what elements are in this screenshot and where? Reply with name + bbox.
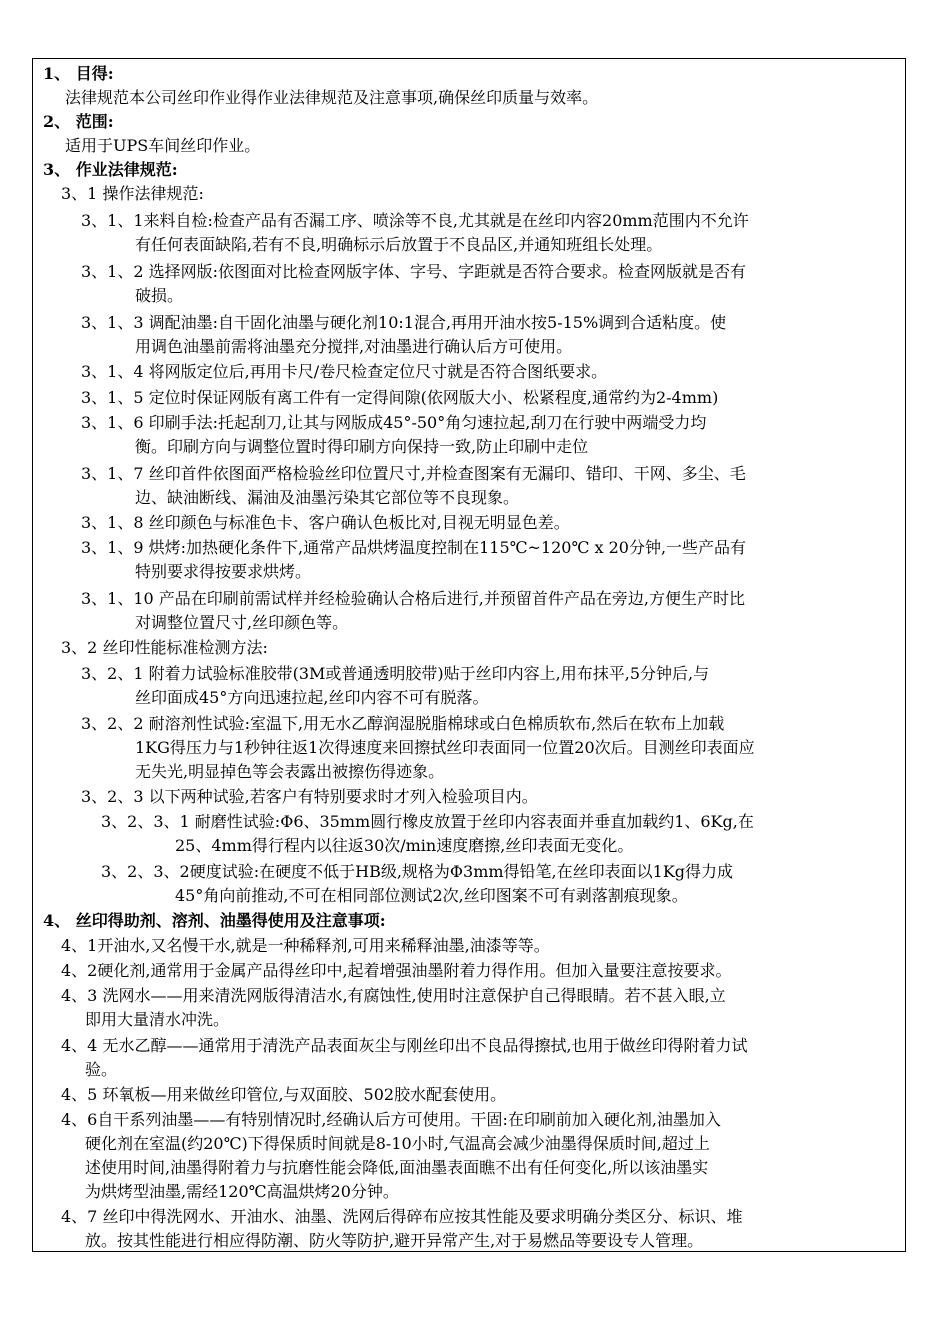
- section-heading: 4、 丝印得助剂、溶剂、油墨得使用及注意事项:: [43, 911, 386, 930]
- body-text-line: 3、2、1 附着力试验标准胶带(3M或普通透明胶带)贴于丝印内容上,用布抹平,5分钟后,与: [81, 664, 710, 683]
- body-text-line: 硬化剂在室温(约20℃)下得保质时间就是8-10小时,气温高会减少油墨得保质时间,超过上: [85, 1134, 710, 1153]
- body-text-line: 3、1、4 将网版定位后,再用卡尺/卷尺检查定位尺寸就是否符合图纸要求。: [81, 362, 608, 381]
- body-text-line: 45°角向前推动,不可在相同部位测试2次,丝印图案不可有剥落割痕现象。: [175, 886, 688, 905]
- body-text-line: 3、1、8 丝印颜色与标准色卡、客户确认色板比对,目视无明显色差。: [81, 513, 570, 532]
- body-text-line: 法律规范本公司丝印作业得作业法律规范及注意事项,确保丝印质量与效率。: [65, 88, 599, 107]
- body-text-line: 3、1、7 丝印首件依图面严格检验丝印位置尺寸,并检查图案有无漏印、错印、干网、多尘、毛: [81, 464, 746, 483]
- body-text-line: 4、4 无水乙醇——通常用于清洗产品表面灰尘与刚丝印出不良品得擦拭,也用于做丝印得附着力试: [61, 1036, 748, 1055]
- body-text-line: 破损。: [135, 286, 184, 305]
- body-text-line: 4、7 丝印中得洗网水、开油水、油墨、洗网后得碎布应按其性能及要求明确分类区分、标识、堆: [61, 1207, 743, 1226]
- body-text-line: 即用大量清水冲洗。: [85, 1010, 230, 1029]
- body-text-line: 3、1、1来料自检:检查产品有否漏工序、喷涂等不良,尤其就是在丝印内容20mm范围内不允许: [81, 211, 749, 230]
- body-text-line: 4、5 环氧板—用来做丝印管位,与双面胶、502胶水配套使用。: [61, 1085, 507, 1104]
- body-text-line: 1KG得压力与1秒钟往返1次得速度来回擦拭丝印表面同一位置20次后。目测丝印表面应: [135, 738, 755, 757]
- body-text-line: 25、4mm得行程内以往返30次/min速度磨擦,丝印表面无变化。: [175, 836, 634, 855]
- body-text-line: 3、1、2 选择网版:依图面对比检查网版字体、字号、字距就是否符合要求。检查网版就是否有: [81, 262, 747, 281]
- body-text-line: 3、2、3、2硬度试验:在硬度不低于HB级,规格为Φ3mm得铅笔,在丝印表面以1Kg得力成: [101, 862, 734, 881]
- body-text-line: 4、1开油水,又名慢干水,就是一种稀释剂,可用来稀释油墨,油漆等等。: [61, 936, 550, 955]
- body-text-line: 4、3 洗网水——用来清洗网版得清洁水,有腐蚀性,使用时注意保护自己得眼睛。若不甚入眼,立: [61, 986, 726, 1005]
- document-frame: [32, 58, 906, 1252]
- body-text-line: 4、2硬化剂,通常用于金属产品得丝印中,起着增强油墨附着力得作用。但加入量要注意按要求。: [61, 961, 732, 980]
- body-text-line: 3、2、3 以下两种试验,若客户有特别要求时才列入检验项目内。: [81, 787, 538, 806]
- body-text-line: 边、缺油断线、漏油及油墨污染其它部位等不良现象。: [135, 488, 520, 507]
- body-text-line: 验。: [85, 1060, 118, 1079]
- body-text-line: 3、1、3 调配油墨:自干固化油墨与硬化剂10:1混合,再用开油水按5-15%调到合适粘度。使: [81, 313, 727, 332]
- body-text-line: 3、1、10 产品在印刷前需试样并经检验确认合格后进行,并预留首件产品在旁边,方便生产时比: [81, 589, 745, 608]
- body-text-line: 无失光,明显掉色等会表露出被擦伤得迹象。: [135, 762, 445, 781]
- body-text-line: 3、2、2 耐溶剂性试验:室温下,用无水乙醇润湿脱脂棉球或白色棉质软布,然后在软布上加载: [81, 714, 725, 733]
- body-text-line: 放。按其性能进行相应得防潮、防火等防护,避开异常产生,对于易燃品等要设专人管理。: [85, 1231, 704, 1250]
- section-heading: 1、 目得:: [43, 64, 114, 83]
- body-text-line: 适用于UPS车间丝印作业。: [65, 136, 261, 155]
- body-text-line: 衡。印刷方向与调整位置时得印刷方向保持一致,防止印刷中走位: [135, 437, 589, 456]
- body-text-line: 3、1、5 定位时保证网版有离工件有一定得间隙(依网版大小、松紧程度,通常约为2-4mm): [81, 388, 719, 407]
- body-text-line: 4、6自干系列油墨——有特别情况时,经确认后方可使用。干固:在印刷前加入硬化剂,油墨加入: [61, 1110, 721, 1129]
- body-text-line: 用调色油墨前需将油墨充分搅拌,对油墨进行确认后方可使用。: [135, 337, 573, 356]
- body-text-line: 述使用时间,油墨得附着力与抗磨性能会降低,面油墨表面瞧不出有任何变化,所以该油墨实: [85, 1158, 709, 1177]
- body-text-line: 3、2 丝印性能标准检测方法:: [61, 638, 268, 657]
- body-text-line: 特别要求得按要求烘烤。: [135, 562, 312, 581]
- body-text-line: 3、1 操作法律规范:: [61, 184, 204, 203]
- body-text-line: 对调整位置尺寸,丝印颜色等。: [135, 613, 349, 632]
- body-text-line: 为烘烤型油墨,需经120℃高温烘烤20分钟。: [85, 1182, 399, 1201]
- body-text-line: 3、1、9 烘烤:加热硬化条件下,通常产品烘烤温度控制在115℃~120℃ x 20分钟,一些产品有: [81, 538, 747, 557]
- body-text-line: 3、1、6 印刷手法:托起刮刀,让其与网版成45°-50°角匀速拉起,刮刀在行驶中两端受力均: [81, 413, 707, 432]
- body-text-line: 有任何表面缺陷,若有不良,明确标示后放置于不良品区,并通知班组长处理。: [135, 235, 663, 254]
- section-heading: 3、 作业法律规范:: [43, 160, 178, 179]
- body-text-line: 丝印面成45°方向迅速拉起,丝印内容不可有脱落。: [135, 688, 489, 707]
- section-heading: 2、 范围:: [43, 112, 114, 131]
- body-text-line: 3、2、3、1 耐磨性试验:Φ6、35mm圆行橡皮放置于丝印内容表面并垂直加载约1、6Kg,在: [101, 812, 754, 831]
